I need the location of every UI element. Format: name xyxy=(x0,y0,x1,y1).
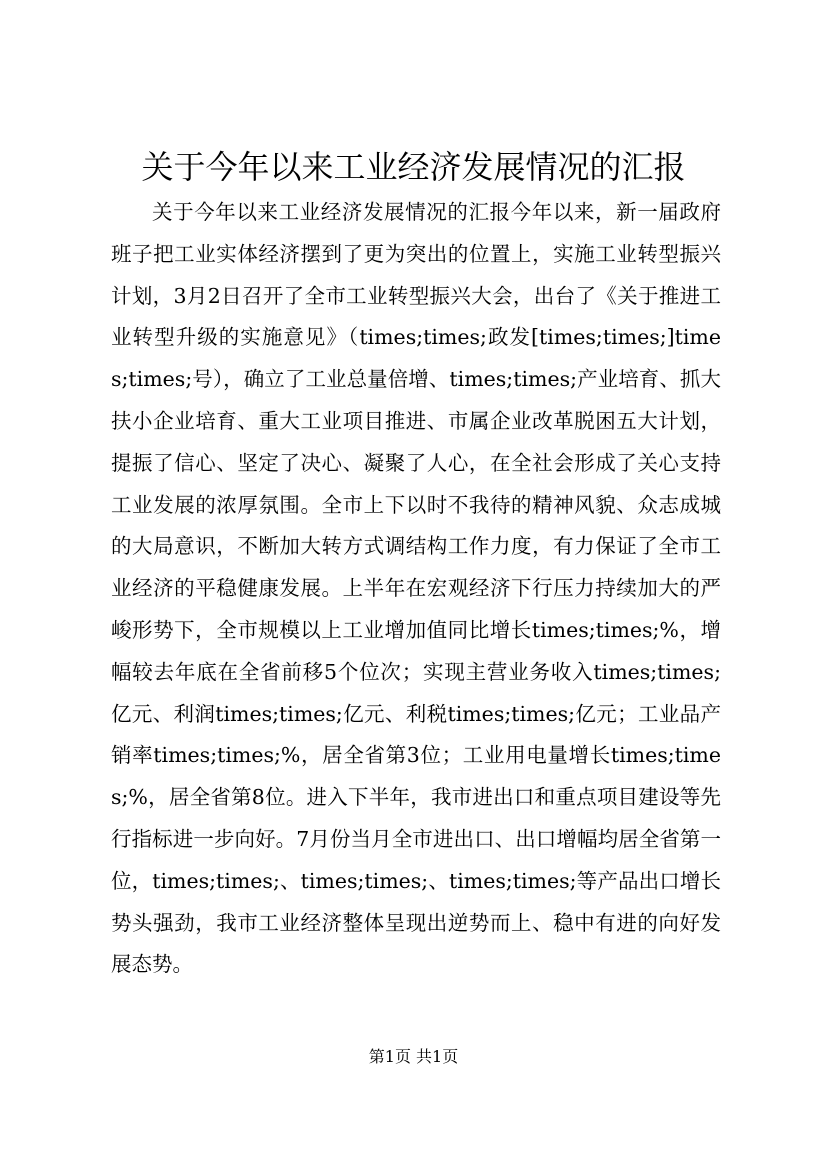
page-footer: 第1页 共1页 xyxy=(368,1047,459,1066)
document-title: 关于今年以来工业经济发展情况的汇报 xyxy=(141,148,686,186)
body-paragraph: 关于今年以来工业经济发展情况的汇报今年以来，新一届政府班子把工业实体经济摆到了更为突出的位置上，实施工业转型振兴计划，3月2日召开了全市工业转型振兴大会，出台了《关于推进工业转型升级的实施意见》（times;times;政发[times;times;]times;times;号），确立了工业总量倍增、times;times;产业培育、抓大扶小企业培育、重大工业项目推进、市属企业改革脱困五大计划，提振了信心、坚定了决心、凝聚了人心，在全社会形成了关心支持工业发展的浓厚氛围。全市上下以时不我待的精神风貌、众志成城的大局意识，不断加大转方式调结构工作力度，有力保证了全市工业经济的平稳健康发展。上半年在宏观经济下行压力持续加大的严峻形势下，全市规模以上工业增加值同比增长times;times;%，增幅较去年底在全省前移5个位次；实现主营业务收入times;times;亿元、利润times;times;亿元、利税times;times;亿元；工业品产销率times;times;%，居全省第3位；工业用电量增长times;times;%，居全省第8位。进入下半年，我市进出口和重点项目建设等先行指标进一步向好。7月份当月全市进出口、出口增幅均居全省第一位，times;times;、times;times;、times;times;等产品出口增长势头强劲，我市工业经济整体呈现出逆势而上、稳中有进的向好发展态势。 xyxy=(111,200,721,977)
